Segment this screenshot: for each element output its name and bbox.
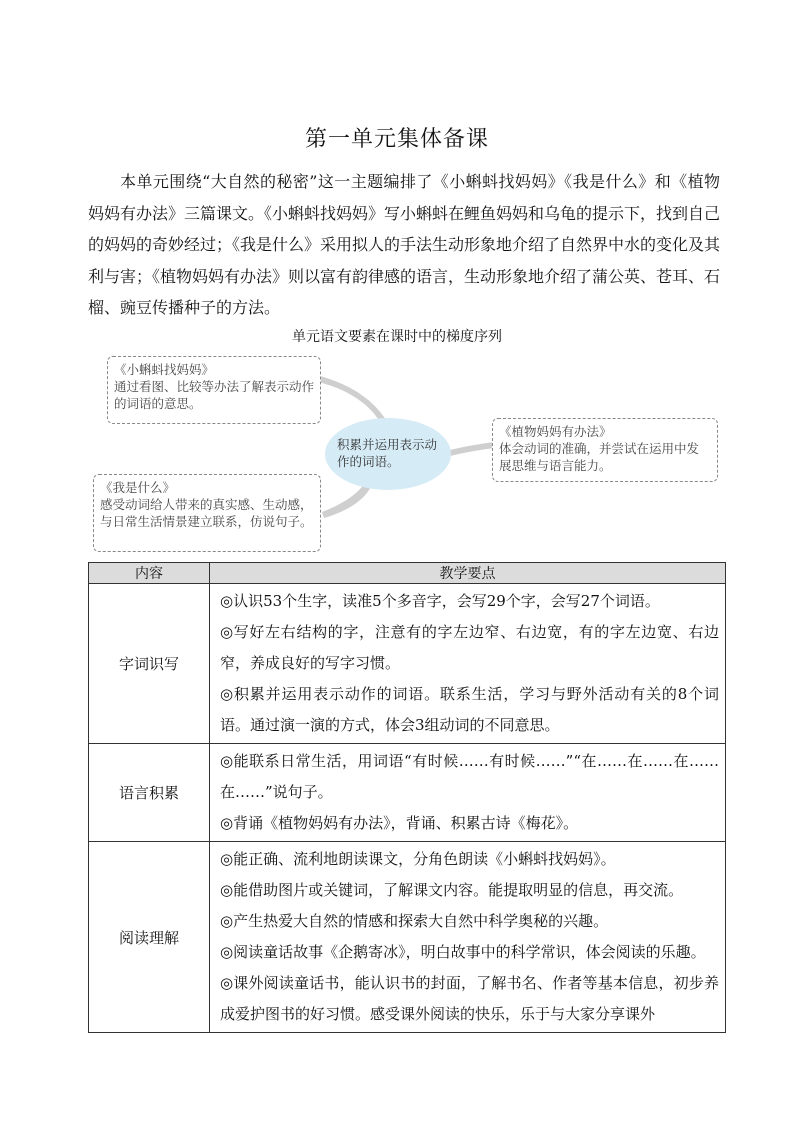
table-row [89, 842, 726, 1033]
teaching-point: ◎阅读童话故事《企鹅寄冰》，明白故事中的科学常识，体会阅读的乐趣。 [220, 943, 706, 961]
row-items [210, 584, 726, 744]
teaching-point: ◎能联系日常生活，用词语“有时候……有时候……”“在……在……在……在……”说句子。 [220, 752, 719, 801]
mindmap-node-what-am-i [93, 474, 321, 552]
page-title: 第一单元集体备课 [304, 127, 489, 152]
row-category: 语言积累 [89, 744, 210, 842]
row-category: 阅读理解 [89, 842, 210, 1033]
teaching-point: ◎写好左右结构的字，注意有的字左边窄、右边宽，有的字左边宽、右边窄，养成良好的写字习惯。 [220, 623, 719, 672]
table-header-row [89, 563, 726, 584]
row-items [210, 842, 726, 1033]
teaching-point: ◎产生热爱大自然的情感和探索大自然中科学奥秘的兴趣。 [220, 912, 609, 930]
node-title: 《植物妈妈有办法》 [499, 424, 612, 439]
teaching-point: ◎课外阅读童话书，能认识书的封面，了解书名、作者等基本信息，初步养成爱护图书的好习惯。感受课外阅读的快乐，乐于与大家分享课外 [220, 974, 719, 1023]
mindmap-node-tadpole [107, 356, 321, 424]
teaching-point: ◎能正确、流利地朗读课文，分角色朗读《小蝌蚪找妈妈》。 [220, 850, 616, 868]
node-title: 《小蝌蚪找妈妈》 [114, 362, 215, 377]
teaching-point: ◎背诵《植物妈妈有办法》，背诵、积累古诗《梅花》。 [220, 814, 579, 832]
teaching-points-table [88, 562, 726, 1033]
mindmap-title: 单元语文要素在课时中的梯度序列 [292, 329, 502, 345]
mindmap-center: 积累并运用表示动作的词语。 [325, 418, 451, 490]
teaching-point: ◎积累并运用表示动作的词语。联系生活，学习与野外活动有关的8个词语。通过演一演的方式，体会3组动词的不同意思。 [220, 685, 719, 734]
column-header-content: 内容 [89, 563, 210, 584]
table-row [89, 744, 726, 842]
node-title: 《我是什么》 [100, 480, 176, 495]
teaching-point: ◎认识53个生字，读准5个多音字，会写29个字，会写27个词语。 [220, 592, 660, 610]
node-text: 体会动词的准确，并尝试在运用中发展思维与语言能力。 [499, 441, 700, 473]
row-items [210, 744, 726, 842]
row-category: 字词识写 [89, 584, 210, 744]
intro-paragraph: 本单元围绕“大自然的秘密”这一主题编排了《小蝌蚪找妈妈》《我是什么》和《植物妈妈有办法》三篇课文。《小蝌蚪找妈妈》写小蝌蚪在鲤鱼妈妈和乌龟的提示下，找到自己的妈妈的奇妙经过；《我是什么》采用拟人的手法生动形象地介绍了自然界中水的变化及其利与害；《植物妈妈有办法》则以富有韵律感的语言，生动形象地介绍了蒲公英、苍耳、石榴、豌豆传播种子的方法。 [88, 172, 721, 317]
node-text: 通过看图、比较等办法了解表示动作的词语的意思。 [114, 379, 315, 411]
connector-right [450, 442, 494, 456]
table-row [89, 584, 726, 744]
connector-top-left [318, 376, 386, 422]
column-header-points: 教学要点 [210, 563, 726, 584]
mindmap-node-plant-mother [492, 418, 718, 482]
node-text: 感受动词给人带来的真实感、生动感，与日常生活情景建立联系，仿说句子。 [100, 497, 313, 529]
teaching-point: ◎能借助图片或关键词，了解课文内容。能提取明显的信息，再交流。 [220, 881, 684, 899]
